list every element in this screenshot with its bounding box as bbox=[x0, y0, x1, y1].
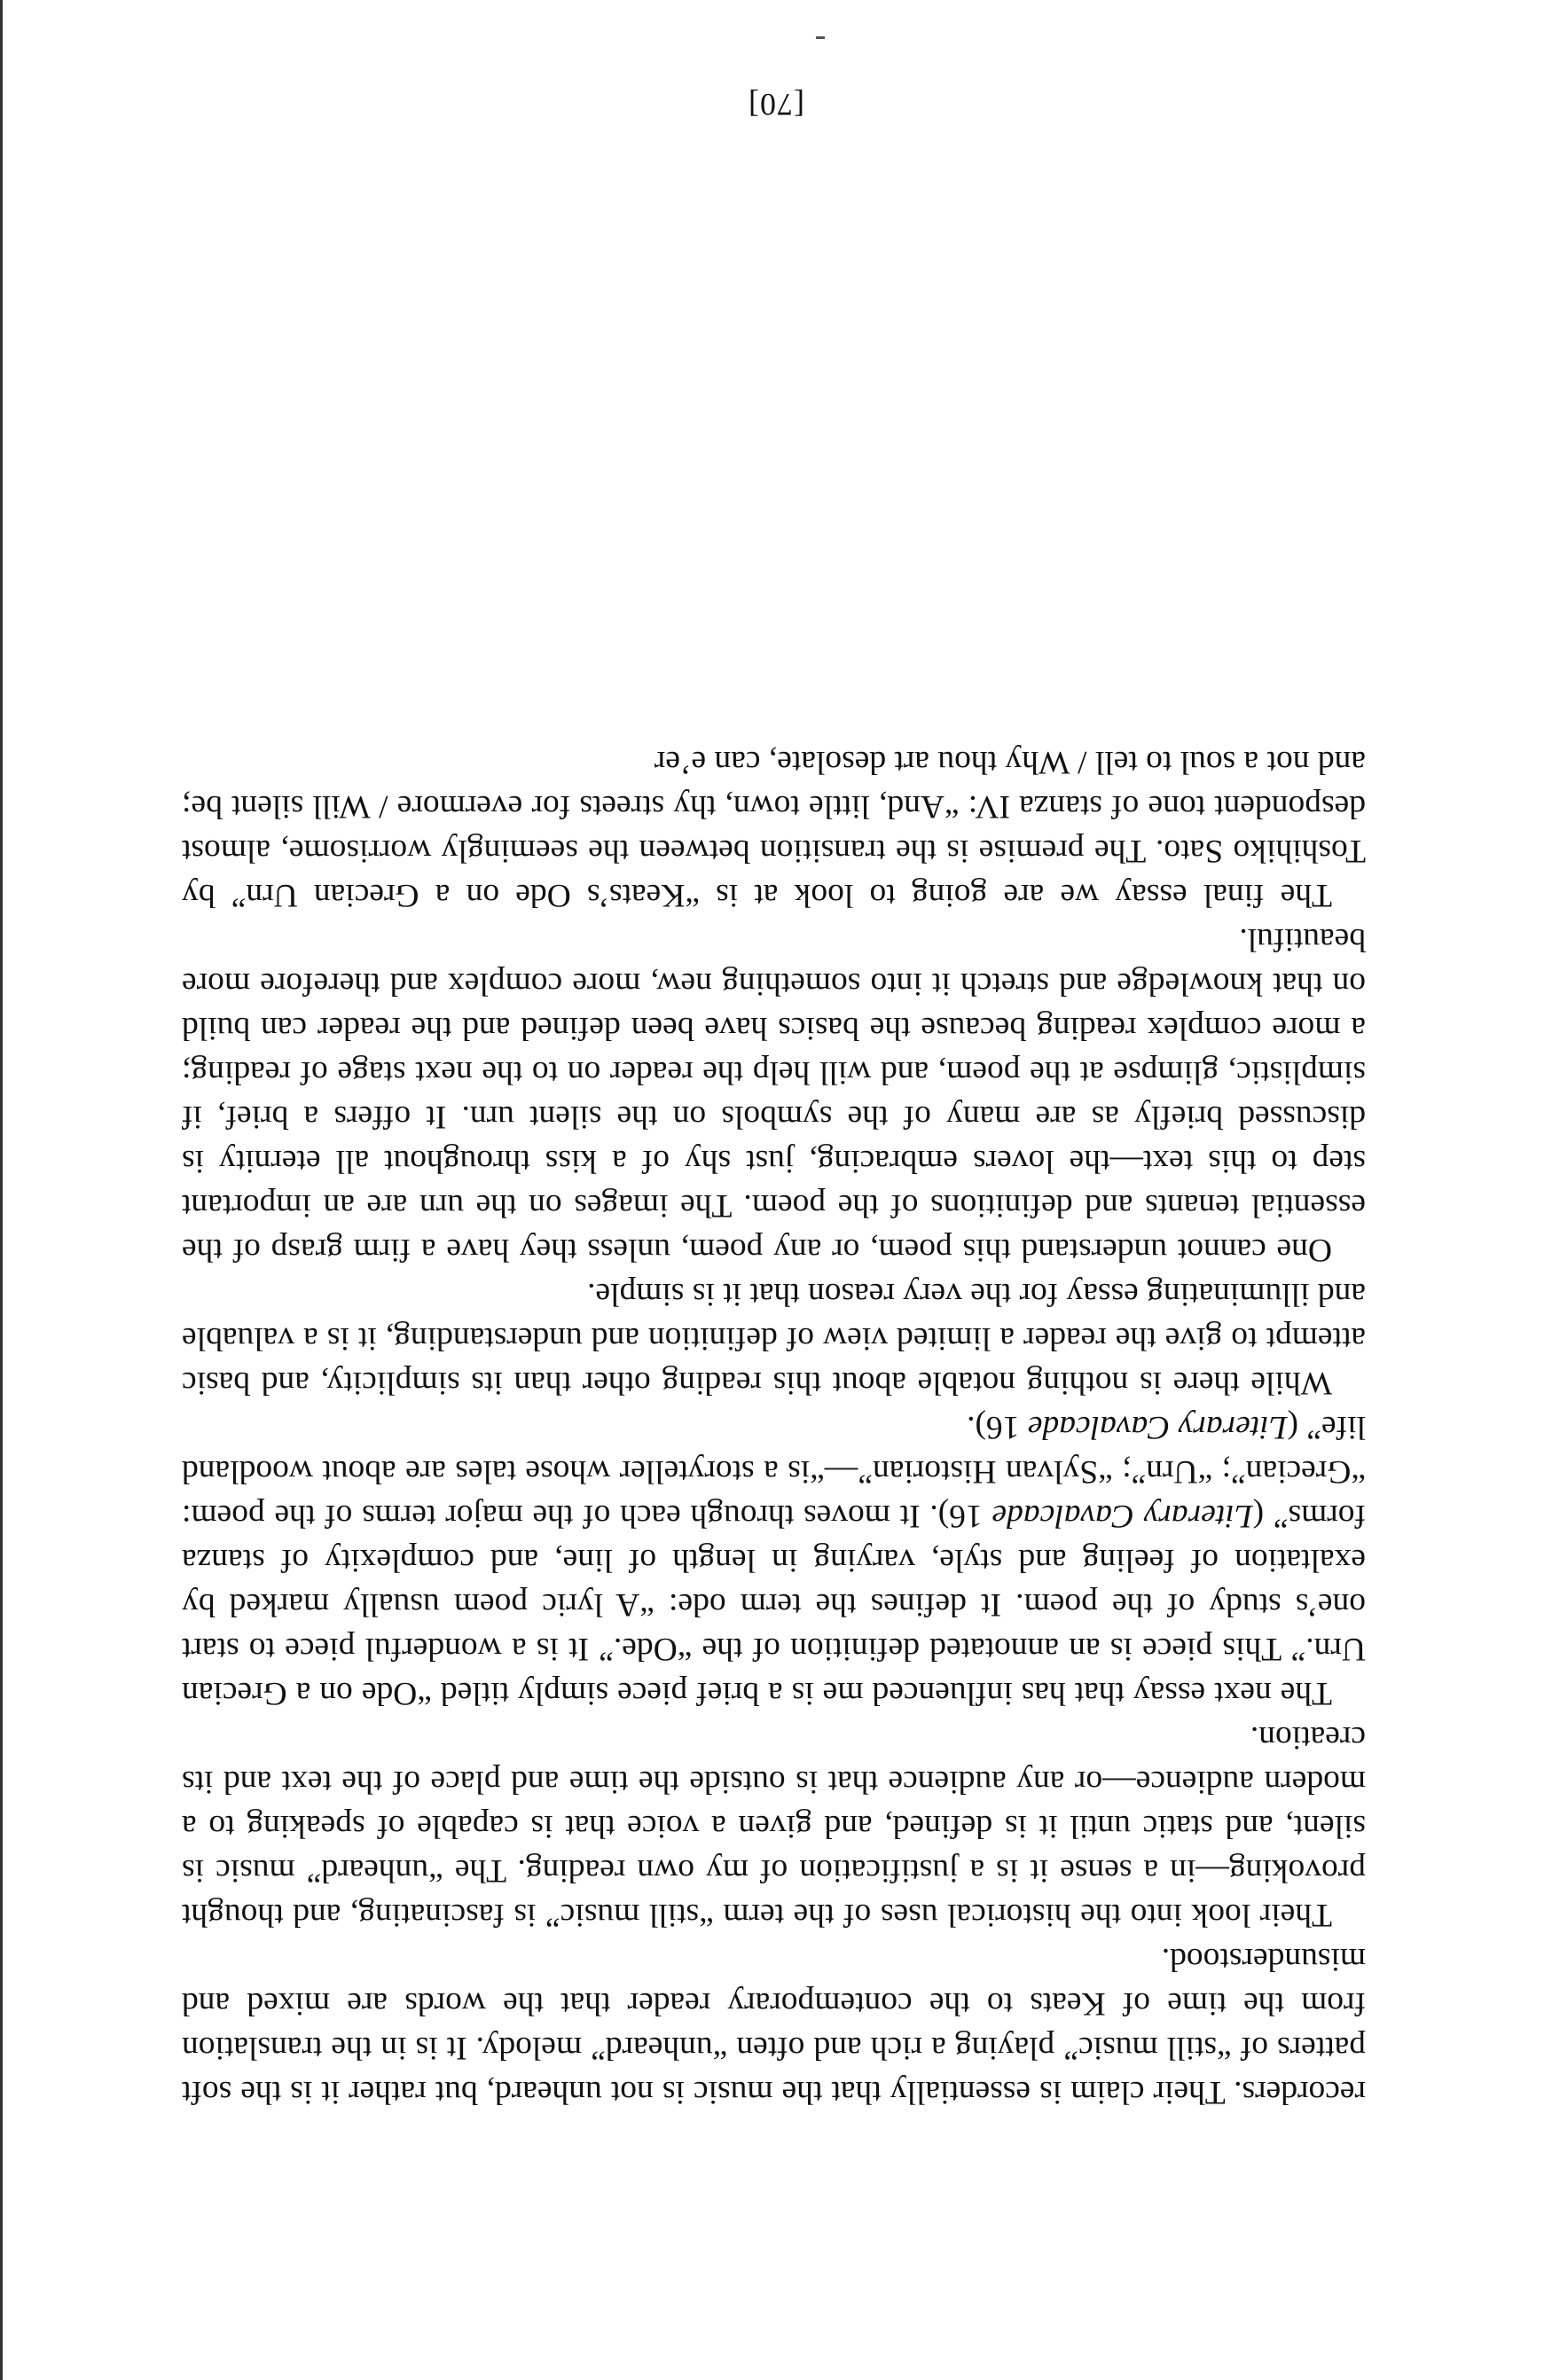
scan-artifact-mark bbox=[816, 36, 825, 39]
paragraph-3 bbox=[182, 1405, 1366, 1715]
paragraph-6: The final essay we are going to look at is “Keats’s Ode on a Grecian Urn” by Toshihiko Sato. The premise is the transition between the seemingly worrisome, almost despondent tone of stanza IV: “And, little town, thy streets for evermore / Will silent be; and not a soul to tell / Why thou art desolate, can e’er bbox=[182, 744, 1366, 913]
scan-edge-line bbox=[0, 0, 3, 2380]
citation-title-2: Literary Cavalcade bbox=[1027, 1409, 1288, 1445]
body-text bbox=[182, 740, 1366, 2114]
paragraph-3-text: The next essay that has influenced me is a brief piece simply titled “Ode on a Grecian Urn.” This piece is an annotated definition of the “Ode.” It is a wonderful piece to start one’s study of the poem. It defines the term ode: “A lyric poem usually marked by exaltation of feeling and style, varying in length of line, and complexity of stanza forms” ( bbox=[182, 1498, 1366, 1711]
paragraph-3-text-cont: 16). It moves through each of the major terms of the poem: “Grecian”; “Urn”; “Sylvan Historian”—“is a storyteller whose tales are about woodland life” ( bbox=[182, 1409, 1366, 1534]
page-number: [70] bbox=[748, 87, 804, 122]
paragraph-5: One cannot understand this poem, or any poem, unless they have a firm grasp of the essential tenants and definitions of the poem. The images on the urn are an important step to this text—the lovers embracing, just shy of a kiss throughout all eternity is discussed briefly as are many of the symbols on the silent urn. It offers a brief, if simplistic, glimpse at the poem, and will help the reader on to the next stage of reading; a more complex reading because the basics have been defined and the reader can build on that knowledge and stretch it into something new, more complex and therefore more beautiful. bbox=[182, 921, 1366, 1268]
paragraph-3-text-end: 16). bbox=[967, 1409, 1028, 1445]
paragraph-2: Their look into the historical uses of the term “still music” is fascinating, and thought provoking—in a sense it is a justification of my own reading. The “unheard” music is silent, and static until it is defined, and given a voice that is capable of speaking to a modern audience—or any audience that is outside the time and place of the text and its creation. bbox=[182, 1719, 1366, 1933]
citation-title: Literary Cavalcade bbox=[992, 1498, 1253, 1534]
paragraph-1: recorders. Their claim is essentially that the music is not unheard, but rather it is the soft patters of “still music” playing a rich and often “unheard” melody. It is in the translation from the time of Keats to the contemporary reader that the words are mixed and misunderstood. bbox=[182, 1941, 1366, 2110]
paragraph-4: While there is nothing notable about this reading other than its simplicity, and basic attempt to give the reader a limited view of definition and understanding, it is a valuable and illuminating essay for the very reason that it is simple. bbox=[182, 1276, 1366, 1401]
